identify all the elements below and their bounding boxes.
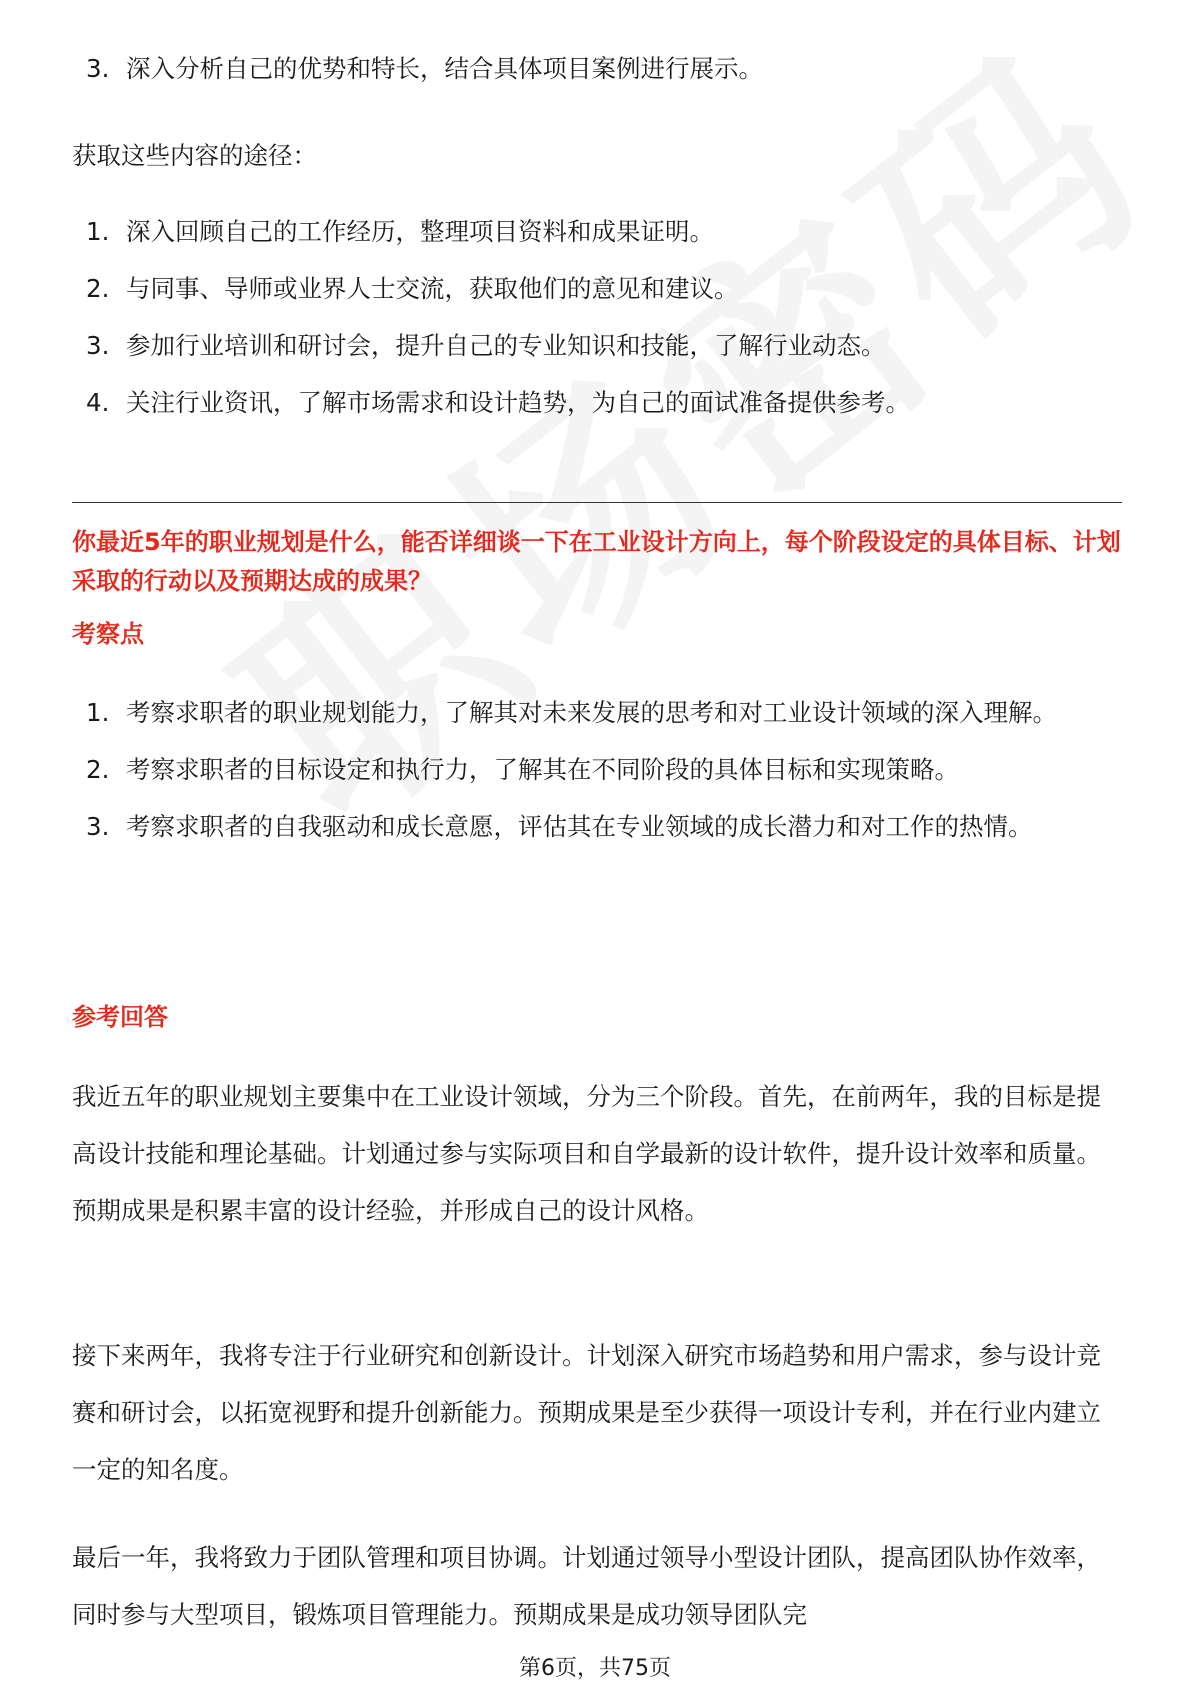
list-item-number: 3. [86,54,110,83]
answer-paragraph: 我近五年的职业规划主要集中在工业设计领域，分为三个阶段。首先，在前两年，我的目标是提高设计技能和理论基础。计划通过参与实际项目和自学最新的设计软件，提升设计效率和质量。预期成果是积累丰富的设计经验，并形成自己的设计风格。 [72,1082,1101,1225]
page-number: 第6页，共75页 [519,1656,671,1681]
list-item-text: 考察求职者的自我驱动和成长意愿，评估其在专业领域的成长潜力和对工作的热情。 [126,812,1033,841]
list-item-text: 考察求职者的目标设定和执行力，了解其在不同阶段的具体目标和实现策略。 [126,755,959,784]
answer-paragraph: 最后一年，我将致力于团队管理和项目协调。计划通过领导小型设计团队，提高团队协作效率，同时参与大型项目，锻炼项目管理能力。预期成果是成功领导团队完 [72,1543,1101,1629]
list-item [72,203,1122,260]
list-item-text: 考察求职者的职业规划能力，了解其对未来发展的思考和对工业设计领域的深入理解。 [126,698,1057,727]
list-item [72,40,1122,97]
answer-paragraph: 接下来两年，我将专注于行业研究和创新设计。计划深入研究市场趋势和用户需求，参与设计竞赛和研讨会，以拓宽视野和提升创新能力。预期成果是至少获得一项设计专利，并在行业内建立一定的知名度。 [72,1341,1101,1484]
list-item-number: 2. [86,274,110,303]
list-item-text: 深入分析自己的优势和特长，结合具体项目案例进行展示。 [126,54,763,83]
list-item-text: 参加行业培训和研讨会，提升自己的专业知识和技能，了解行业动态。 [126,331,886,360]
list-item [72,798,1122,855]
list-item [72,741,1122,798]
ways-heading: 获取这些内容的途径： [72,141,317,170]
list-item-number: 4. [86,388,110,417]
list-item [72,374,1122,431]
list-item-text: 关注行业资讯，了解市场需求和设计趋势，为自己的面试准备提供参考。 [126,388,910,417]
section-divider [72,502,1122,503]
list-item-number: 3. [86,331,110,360]
ways-list [72,203,1122,431]
list-item-number: 1. [86,217,110,246]
list-item-text: 与同事、导师或业界人士交流，获取他们的意见和建议。 [126,274,739,303]
points-heading: 考察点 [72,620,144,648]
list-item-number: 3. [86,812,110,841]
points-list [72,684,1122,855]
list-item-number: 2. [86,755,110,784]
list-item-text: 深入回顾自己的工作经历，整理项目资料和成果证明。 [126,217,714,246]
list-item [72,260,1122,317]
answer-heading: 参考回答 [72,1003,168,1031]
list-item-number: 1. [86,698,110,727]
top-list [72,40,1122,97]
list-item [72,684,1122,741]
list-item [72,317,1122,374]
question-title: 你最近5年的职业规划是什么，能否详细谈一下在工业设计方向上，每个阶段设定的具体目标、计划采取的行动以及预期达成的成果？ [72,528,1121,595]
